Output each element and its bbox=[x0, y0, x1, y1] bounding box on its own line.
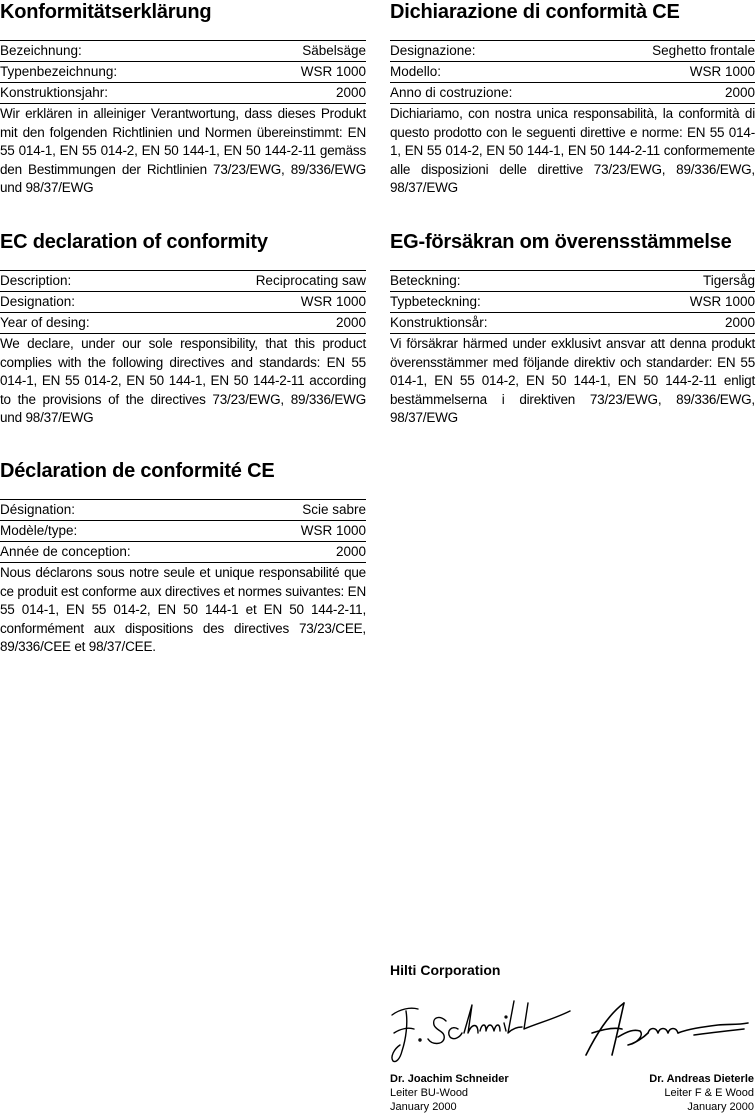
spec-label: Typbeteckning: bbox=[390, 294, 481, 309]
spec-row bbox=[390, 61, 755, 82]
spec-value: Säbelsäge bbox=[302, 43, 366, 58]
spec-label: Anno di costruzione: bbox=[390, 85, 513, 100]
section-title: EG-försäkran om överensstämmelse bbox=[390, 231, 732, 253]
spec-row bbox=[0, 61, 366, 82]
spec-value: 2000 bbox=[724, 315, 755, 330]
spec-row bbox=[0, 82, 366, 104]
spec-label: Modèle/type: bbox=[0, 523, 78, 538]
signer-role: Leiter F & E Wood bbox=[664, 1087, 754, 1099]
spec-label: Description: bbox=[0, 273, 72, 288]
spec-value: 2000 bbox=[335, 544, 366, 559]
section-title: Konformitätserklärung bbox=[0, 1, 212, 23]
section-title: EC declaration of conformity bbox=[0, 231, 268, 253]
spec-value: WSR 1000 bbox=[689, 294, 755, 309]
spec-label: Beteckning: bbox=[390, 273, 461, 288]
spec-value: Tigersåg bbox=[702, 273, 755, 288]
spec-row bbox=[390, 82, 755, 104]
spec-row bbox=[0, 291, 366, 312]
spec-value: WSR 1000 bbox=[300, 294, 366, 309]
spec-label: Bezeichnung: bbox=[0, 43, 82, 58]
spec-label: Year of desing: bbox=[0, 315, 90, 330]
spec-label: Désignation: bbox=[0, 502, 76, 517]
signature-schneider bbox=[388, 993, 574, 1067]
spec-value: WSR 1000 bbox=[300, 523, 366, 538]
section-fr bbox=[0, 459, 366, 654]
signature-dieterle bbox=[578, 993, 754, 1067]
spec-table bbox=[390, 270, 755, 334]
declaration-text: We declare, under our sole responsibility, that this product complies with the following directives and standards: EN 55 014-1, EN 55 014-2, EN 50 144-1, EN 50 144-2-11 according to the provisions of the directives 73/23/EWG, 89/336/EWG und 98/37/EWG bbox=[0, 336, 366, 425]
declaration-text: Dichiariamo, con nostra unica responsabilità, la conformità di questo prodotto con le seguenti direttive e norme: EN 55 014-1, EN 55 014-2, EN 50 144-1, EN 50 144-2-11 conformemente alle disposizioni delle direttive 73/23/EWG, 89/336/EWG, 98/37/EWG bbox=[390, 106, 755, 195]
spec-row bbox=[390, 270, 755, 291]
declaration-text: Nous déclarons sous notre seule et unique responsabilité que ce produit est conforme aux directives et normes suivantes: EN 55 014-1, EN 55 014-2, EN 50 144-1 et EN 50 144-2-11, conformément aux dispositions des directives 73/23/CEE, 89/336/CEE et 98/37/CEE. bbox=[0, 565, 366, 654]
spec-table bbox=[0, 270, 366, 334]
spec-value: 2000 bbox=[335, 315, 366, 330]
spec-value: WSR 1000 bbox=[689, 64, 755, 79]
spec-label: Konstruktionsjahr: bbox=[0, 85, 109, 100]
section-title: Déclaration de conformité CE bbox=[0, 460, 275, 482]
spec-label: Designation: bbox=[0, 294, 76, 309]
spec-row bbox=[390, 291, 755, 312]
spec-row bbox=[390, 40, 755, 61]
declaration-text: Wir erklären in alleiniger Verantwortung, dass dieses Produkt mit den folgenden Richtlinien und Normen übereinstimmt: EN 55 014-1, EN 55 014-2, EN 50 144-1, EN 50 144-2-11 gemäss den Bestimmungen der Richtlinien 73/23/EWG, 89/336/EWG und 98/37/EWG bbox=[0, 106, 366, 195]
spec-table bbox=[0, 499, 366, 563]
signer-date: January 2000 bbox=[390, 1101, 457, 1113]
signer-role: Leiter BU-Wood bbox=[390, 1087, 469, 1099]
section-it bbox=[390, 0, 755, 195]
spec-value: Scie sabre bbox=[302, 502, 366, 517]
spec-value: Reciprocating saw bbox=[255, 273, 366, 288]
spec-label: Modello: bbox=[390, 64, 442, 79]
section-sv bbox=[390, 230, 755, 425]
spec-row bbox=[0, 541, 366, 563]
spec-value: Seghetto frontale bbox=[652, 43, 755, 58]
spec-value: 2000 bbox=[724, 85, 755, 100]
spec-row bbox=[0, 520, 366, 541]
signer-date: January 2000 bbox=[687, 1101, 754, 1113]
spec-row bbox=[390, 312, 755, 334]
signer-right bbox=[649, 1072, 754, 1114]
section-en bbox=[0, 230, 366, 425]
spec-table bbox=[0, 40, 366, 104]
signer-left bbox=[390, 1072, 509, 1114]
spec-label: Designazione: bbox=[390, 43, 476, 58]
section-title: Dichiarazione di conformità CE bbox=[390, 1, 680, 23]
spec-row bbox=[0, 270, 366, 291]
declaration-text: Vi försäkrar härmed under exklusivt ansvar att denna produkt överensstämmer med följande direktiv och standarder: EN 55 014-1, EN 55 014-2, EN 50 144-1, EN 50 144-2-11 enligt bestämmelserna i direktiven 73/23/EWG, 89/336/EWG, 98/37/EWG bbox=[390, 336, 755, 425]
spec-table bbox=[390, 40, 755, 104]
spec-row bbox=[0, 499, 366, 520]
section-de bbox=[0, 0, 366, 195]
spec-label: Konstruktionsår: bbox=[390, 315, 488, 330]
company-name: Hilti Corporation bbox=[390, 962, 501, 978]
spec-row bbox=[0, 40, 366, 61]
spec-label: Année de conception: bbox=[0, 544, 131, 559]
spec-label: Typenbezeichnung: bbox=[0, 64, 118, 79]
signer-name: Dr. Joachim Schneider bbox=[390, 1073, 509, 1085]
spec-value: 2000 bbox=[335, 85, 366, 100]
spec-row bbox=[0, 312, 366, 334]
spec-value: WSR 1000 bbox=[300, 64, 366, 79]
signer-name: Dr. Andreas Dieterle bbox=[649, 1073, 754, 1085]
